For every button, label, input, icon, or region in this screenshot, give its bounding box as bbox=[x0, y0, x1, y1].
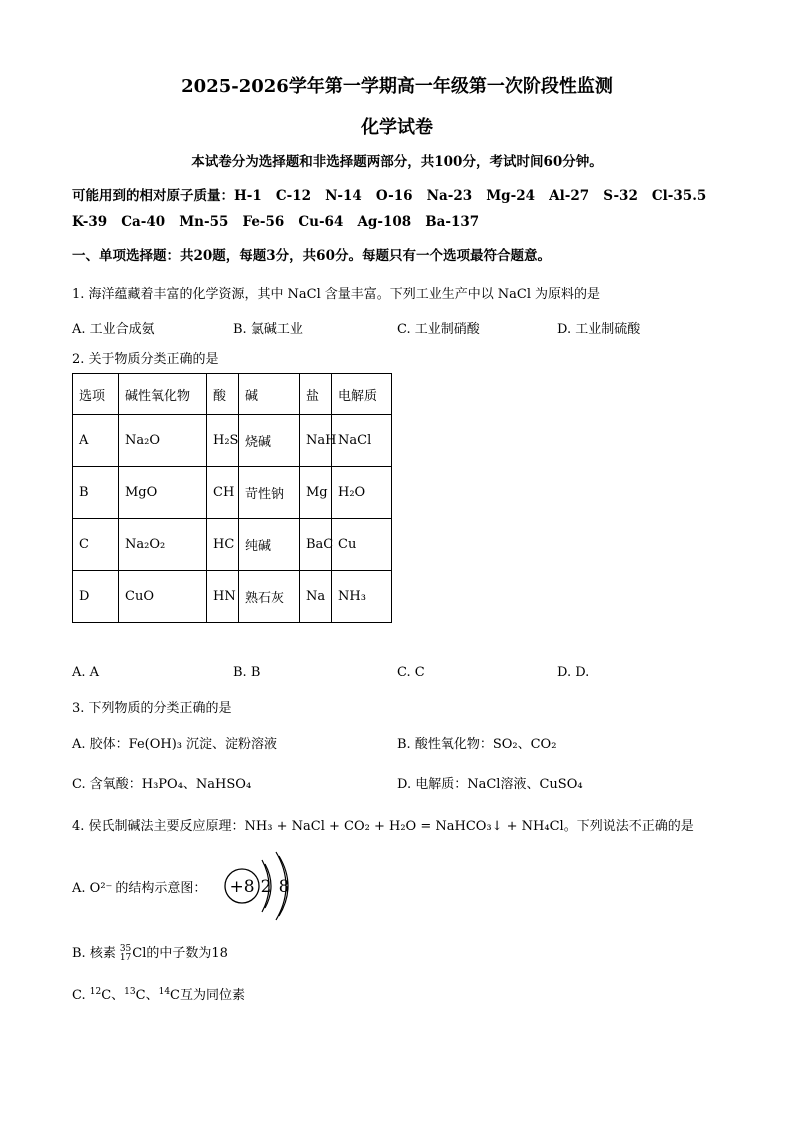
atomic-structure-diagram bbox=[218, 848, 308, 924]
table-cell: MgO bbox=[119, 467, 207, 519]
question-4-stem: 4. 侯氏制碱法主要反应原理：NH₃ + NaCl + CO₂ + H₂O = NaHCO₃↓ + NH₄Cl。下列说法不正确的是 bbox=[72, 819, 694, 834]
shell-2-electrons: 8 bbox=[278, 877, 290, 897]
q3-option-b[interactable]: B. 酸性氧化物：SO₂、CO₂ bbox=[397, 737, 557, 752]
table-row bbox=[73, 415, 392, 467]
table-header-row bbox=[73, 374, 392, 415]
table-cell: 烧碱 bbox=[239, 415, 300, 467]
table-cell: NaH bbox=[300, 415, 332, 467]
q2-option-a[interactable]: A. A bbox=[72, 665, 100, 680]
table-cell: HN bbox=[207, 571, 239, 623]
nuclide-numbers: 35 17 bbox=[119, 943, 132, 963]
table-cell: H₂S bbox=[207, 415, 239, 467]
q1-option-a[interactable]: A. 工业合成氨 bbox=[72, 322, 155, 337]
q2-option-c[interactable]: C. C bbox=[397, 665, 425, 680]
table-header: 碱 bbox=[239, 374, 300, 415]
table-cell: 纯碱 bbox=[239, 519, 300, 571]
shell-1-electrons: 2 bbox=[260, 877, 272, 897]
table-cell: Na₂O₂ bbox=[119, 519, 207, 571]
oxide-ion: O²⁻ bbox=[89, 881, 113, 896]
table-cell: HC bbox=[207, 519, 239, 571]
table-header: 酸 bbox=[207, 374, 239, 415]
table-header: 盐 bbox=[300, 374, 332, 415]
table-header: 选项 bbox=[73, 374, 119, 415]
table-cell: 苛性钠 bbox=[239, 467, 300, 519]
table-cell: NH₃ bbox=[332, 571, 392, 623]
nucleus-charge: +8 bbox=[229, 877, 255, 897]
exam-title: 2025-2026学年第一学期高一年级第一次阶段性监测 bbox=[181, 76, 613, 97]
table-cell: B bbox=[73, 467, 119, 519]
table-header: 碱性氧化物 bbox=[119, 374, 207, 415]
question-1-stem: 1. 海洋蕴藏着丰富的化学资源，其中 NaCl 含量丰富。下列工业生产中以 NaCl 为原料的是 bbox=[72, 287, 601, 302]
table-cell: Na₂O bbox=[119, 415, 207, 467]
q2-option-b[interactable]: B. B bbox=[233, 665, 261, 680]
exam-intro: 本试卷分为选择题和非选择题两部分，共100分，考试时间60分钟。 bbox=[191, 154, 603, 170]
question-3-stem: 3. 下列物质的分类正确的是 bbox=[72, 701, 232, 716]
question-2-stem: 2. 关于物质分类正确的是 bbox=[72, 352, 219, 367]
table-cell: Mg bbox=[300, 467, 332, 519]
classification-table bbox=[72, 373, 392, 623]
table-row bbox=[73, 571, 392, 623]
exam-subtitle: 化学试卷 bbox=[361, 117, 433, 138]
table-cell: Na bbox=[300, 571, 332, 623]
q4-option-a[interactable]: A. O²⁻ 的结构示意图： bbox=[72, 881, 207, 896]
table-cell: NaCl bbox=[332, 415, 392, 467]
table-cell: BaC bbox=[300, 519, 332, 571]
q1-option-c[interactable]: C. 工业制硝酸 bbox=[397, 322, 480, 337]
table-cell: CuO bbox=[119, 571, 207, 623]
atomic-masses-line1: 可能用到的相对原子质量：H-1 C-12 N-14 O-16 Na-23 Mg-24 Al-27 S-32 Cl-35.5 bbox=[72, 188, 707, 204]
q1-option-d[interactable]: D. 工业制硫酸 bbox=[557, 322, 641, 337]
reaction-equation: NH₃ + NaCl + CO₂ + H₂O = NaHCO₃↓ + NH₄Cl bbox=[244, 819, 564, 834]
section-heading: 一、单项选择题：共20题，每题3分，共60分。每题只有一个选项最符合题意。 bbox=[72, 248, 551, 264]
table-cell: 熟石灰 bbox=[239, 571, 300, 623]
table-cell: A bbox=[73, 415, 119, 467]
q1-option-b[interactable]: B. 氯碱工业 bbox=[233, 322, 303, 337]
table-row bbox=[73, 467, 392, 519]
q4-option-b[interactable]: B. 核素 35 17 Cl的中子数为18 bbox=[72, 943, 228, 963]
table-header: 电解质 bbox=[332, 374, 392, 415]
table-cell: CH bbox=[207, 467, 239, 519]
atomic-masses-line2: K-39 Ca-40 Mn-55 Fe-56 Cu-64 Ag-108 Ba-137 bbox=[72, 214, 480, 230]
q2-option-d[interactable]: D. D. bbox=[557, 665, 590, 680]
q3-option-d[interactable]: D. 电解质：NaCl溶液、CuSO₄ bbox=[397, 777, 583, 792]
table-row bbox=[73, 519, 392, 571]
q3-option-a[interactable]: A. 胶体：Fe(OH)₃ 沉淀、淀粉溶液 bbox=[72, 737, 278, 752]
q3-option-c[interactable]: C. 含氧酸：H₃PO₄、NaHSO₄ bbox=[72, 777, 252, 792]
table-cell: D bbox=[73, 571, 119, 623]
q4-option-c[interactable]: C. $^{12}$C、$^{13}$C、$^{14}$C互为同位素 bbox=[72, 987, 246, 1003]
table-cell: H₂O bbox=[332, 467, 392, 519]
table-cell: Cu bbox=[332, 519, 392, 571]
table-cell: C bbox=[73, 519, 119, 571]
